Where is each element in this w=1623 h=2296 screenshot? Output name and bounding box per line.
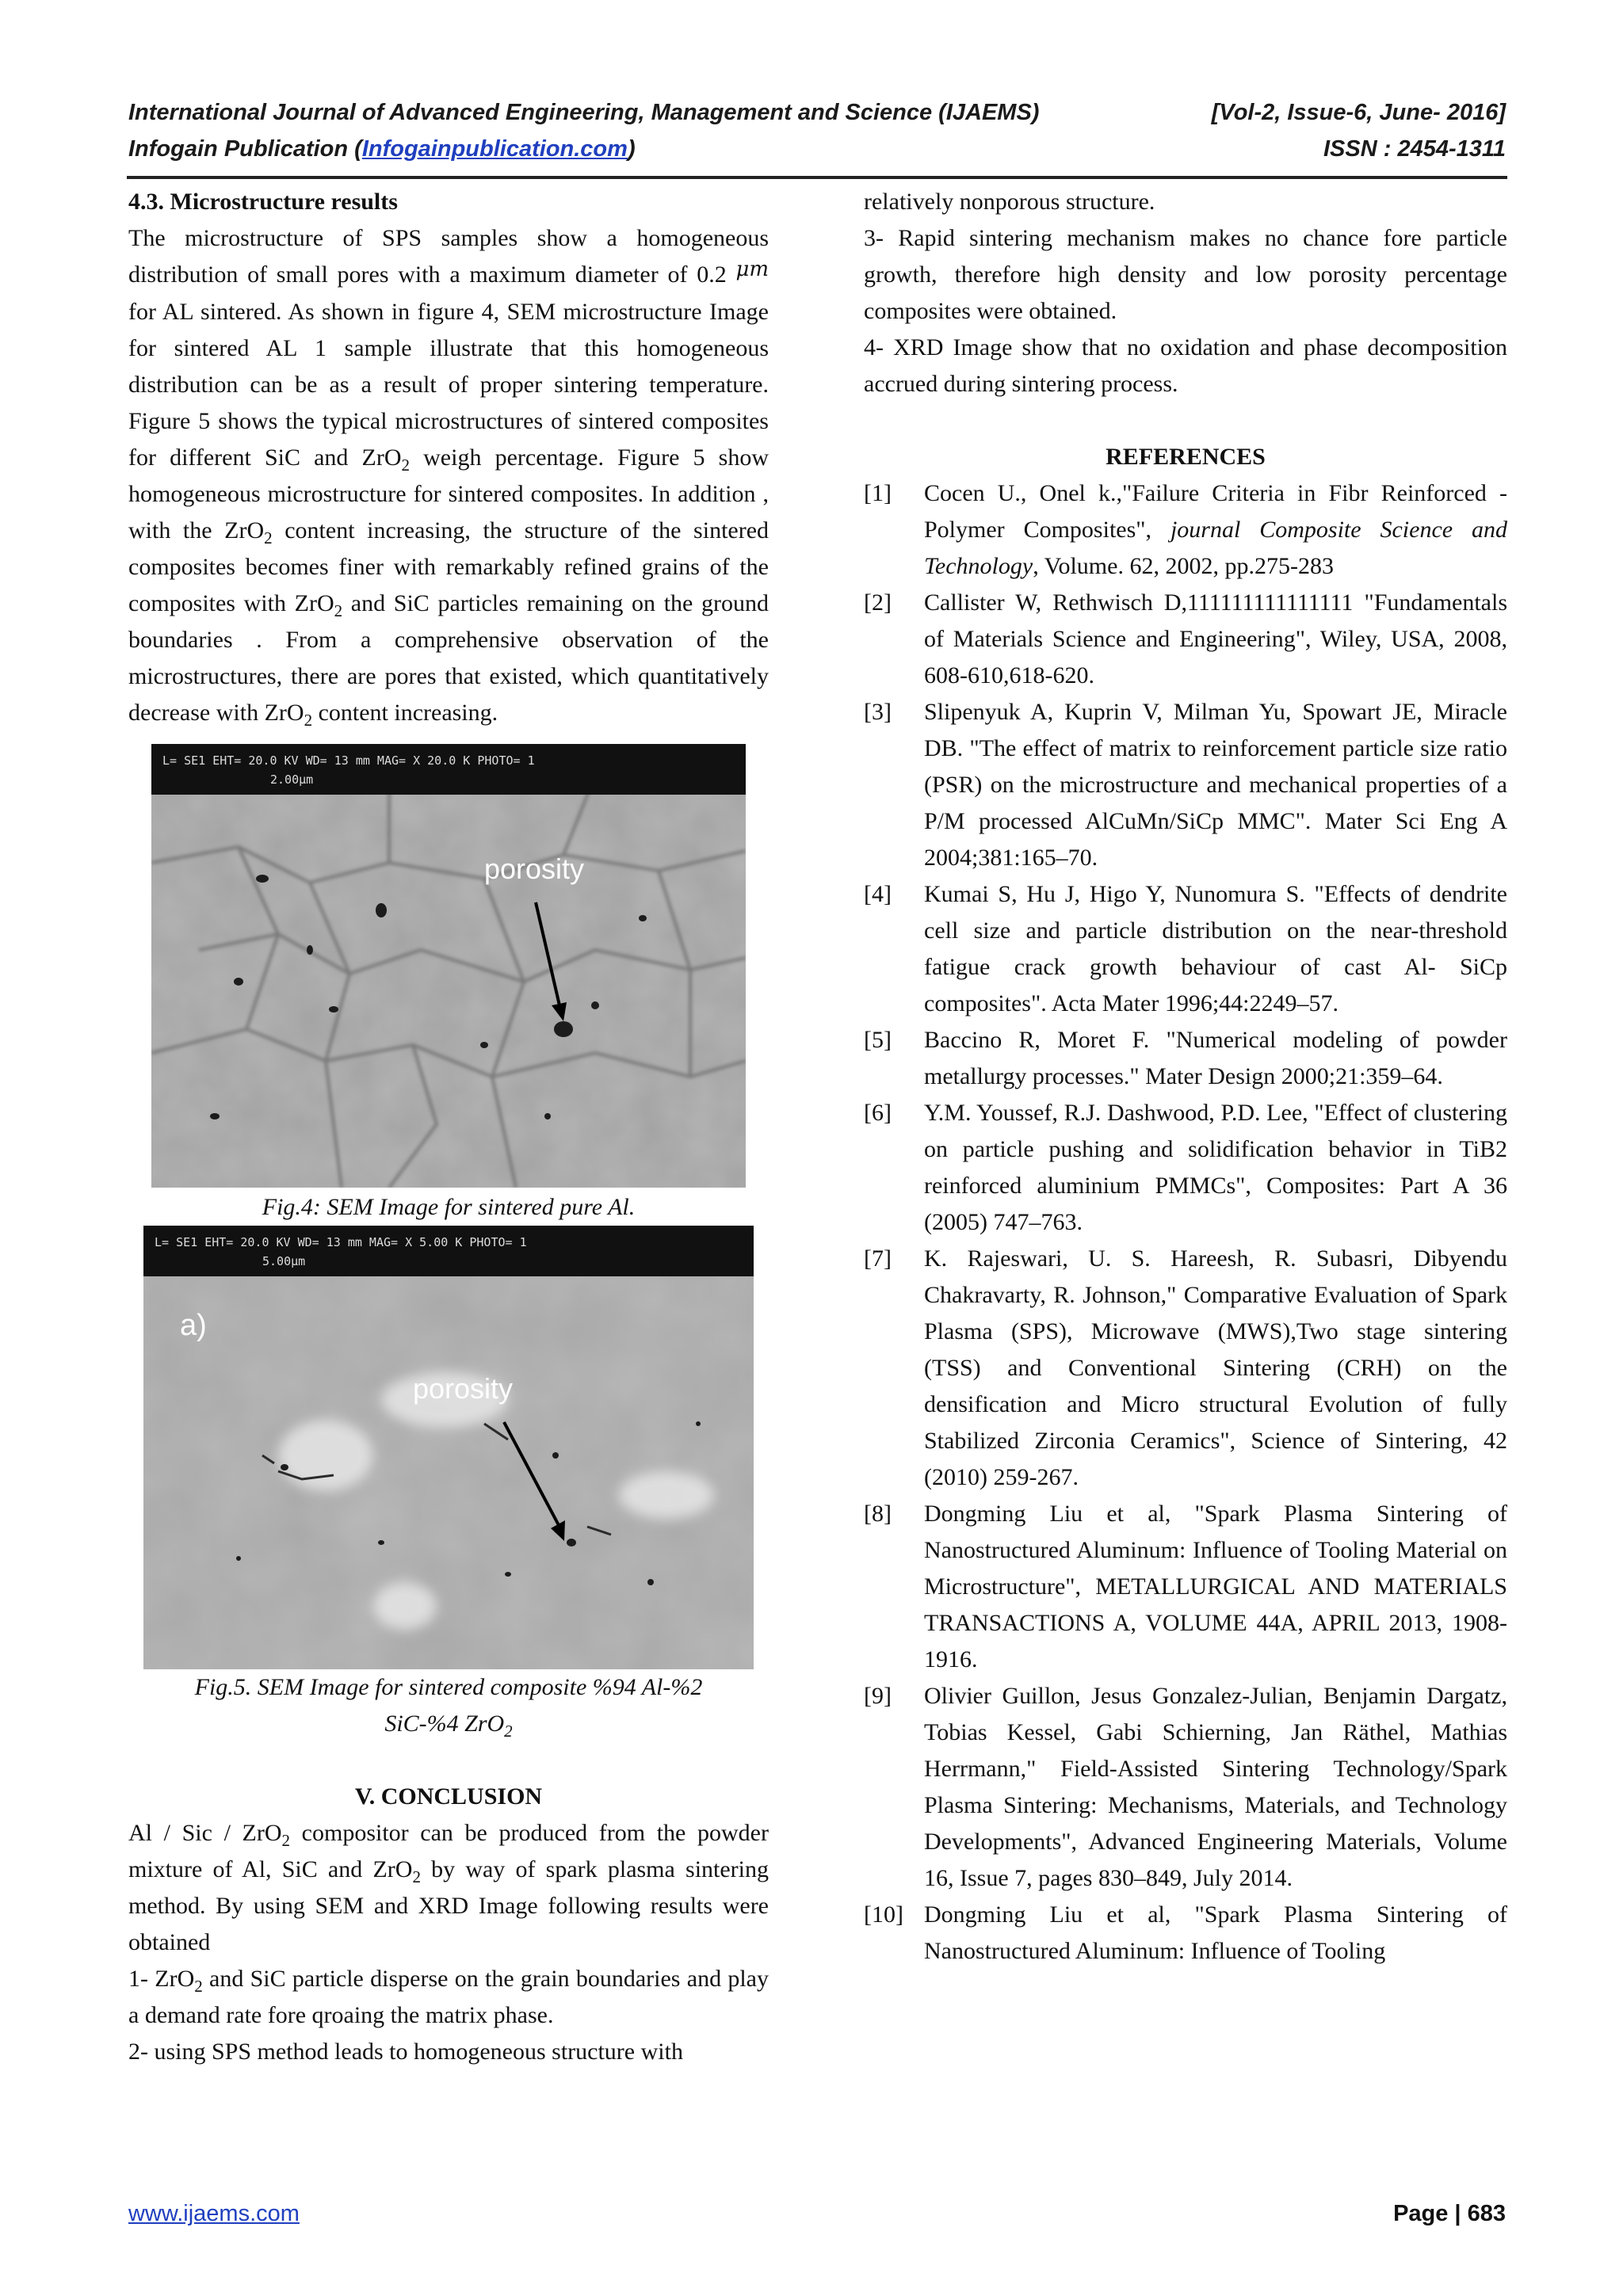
reference-10: [10] Dongming Liu et al, "Spark Plasma Sintering of Nanostructured Aluminum: Influence of Tooling	[864, 1901, 1507, 1964]
reference-8: [8] Dongming Liu et al, "Spark Plasma Sintering of Nanostructured Aluminum: Influence of Tooling Material on Microstructure", METALLURGICAL AND MATERIALS TRANSACTIONS A, VOLUME 44A, APRIL 2013, 1908-1916.	[864, 1501, 1507, 1672]
fig5-info-line1: L= SE1 EHT= 20.0 KV WD= 13 mm MAG= X 5.00 K PHOTO= 1	[155, 1235, 527, 1249]
publisher-prefix: Infogain Publication (	[128, 136, 362, 162]
issn: ISSN : 2454-1311	[1323, 136, 1506, 162]
publisher-link[interactable]: Infogainpublication.com	[361, 136, 628, 162]
journal-title: International Journal of Advanced Engineering, Management and Science (IJAEMS)	[128, 100, 1040, 125]
conclusion-item-4: 4- XRD Image show that no oxidation and phase decomposition accrued during sintering process.	[864, 334, 1507, 397]
conclusion-item-1: 1- ZrO$_2$ and SiC particle disperse on the grain boundaries and play a demand rate fore qroaing the matrix phase.	[128, 1966, 769, 2028]
figure-5-caption: Fig.5. SEM Image for sintered composite %94 Al-%2 SiC-%4 ZrO$_2$	[194, 1674, 703, 1741]
header-rule	[127, 176, 1507, 179]
reference-2: [2] Callister W, Rethwisch D,111111111111111 "Fundamentals of Materials Science and Engineering", Wiley, USA, 2008, 608-610,618-620.	[864, 589, 1507, 688]
fig5-info-line2: 5.00μm	[262, 1254, 306, 1268]
micrometer-unit: μm	[735, 257, 769, 281]
reference-9: [9] Olivier Guillon, Jesus Gonzalez-Julian, Benjamin Dargatz, Tobias Kessel, Gabi Schierning, Jan Räthel, Mathias Herrmann," Field-Assisted Sintering Technology/Spark Plasma Sintering: Mechanisms, Materials, and Technology Developments", Advanced Engineering Materials, Volume 16, Issue 7, pages 830–849, July 2014.	[864, 1683, 1507, 1891]
sem-image-composite	[143, 1226, 754, 1669]
references-title: REFERENCES	[1106, 444, 1266, 470]
figure-4-caption: Fig.4: SEM Image for sintered pure Al.	[262, 1194, 636, 1220]
running-header-line1	[128, 100, 1506, 126]
figure-5	[143, 1226, 754, 1669]
reference-list	[864, 475, 1507, 1970]
right-column	[864, 184, 1507, 1970]
reference-6: [6] Y.M. Youssef, R.J. Dashwood, P.D. Lee, "Effect of clustering on particle pushing and solidification behavior in TiB2 reinforced aluminium PMMCs", Composites: Part A 36 (2005) 747–763.	[864, 1100, 1507, 1235]
left-column	[128, 184, 769, 2070]
reference-7: [7] K. Rajeswari, U. S. Hareesh, R. Subasri, Dibyendu Chakravarty, R. Johnson," Comparative Evaluation of Spark Plasma (SPS), Microwave (MWS),Two stage sintering (TSS) and Conventional Sintering (CRH) on the densification and Micro structural Evolution of fully Stabilized Zirconia Ceramics", Science of Sintering, 42 (2010) 259-267.	[864, 1245, 1507, 1490]
website-link[interactable]: www.ijaems.com	[128, 2201, 300, 2226]
conclusion-item-3: 3- Rapid sintering mechanism makes no chance fore particle growth, therefore high density and low porosity percentage composites were obtained.	[864, 225, 1507, 324]
fig5-porosity-label: porosity	[413, 1372, 514, 1405]
volume-info: [Vol-2, Issue-6, June- 2016]	[1211, 100, 1506, 125]
fig5-panel-label: a)	[180, 1309, 207, 1342]
conclusion-intro: Al / Sic / ZrO$_2$ compositor can be produced from the powder mixture of Al, SiC and ZrO$_2$ by way of spark plasma sintering method. By using SEM and XRD Image following results were obtained	[128, 1820, 769, 1955]
section-title-conclusion: V. CONCLUSION	[354, 1783, 543, 1810]
reference-5: [5] Baccino R, Moret F. "Numerical modeling of powder metallurgy processes." Mater Design 2000;21:359–64.	[864, 1027, 1507, 1089]
fig4-porosity-label: porosity	[484, 852, 585, 885]
conclusion-item-2: 2- using SPS method leads to homogeneous structure with	[128, 2039, 683, 2065]
page-number: Page | 683	[1393, 2201, 1506, 2226]
fig4-info-line2: 2.00μm	[270, 772, 314, 787]
page-footer	[128, 2201, 1506, 2227]
conclusion-item-2-continued: relatively nonporous structure.	[864, 189, 1155, 215]
fig4-info-line1: L= SE1 EHT= 20.0 KV WD= 13 mm MAG= X 20.0 K PHOTO= 1	[162, 753, 535, 768]
figure-4	[151, 744, 746, 1188]
sem-image-pure-al	[151, 744, 746, 1188]
running-header-line2	[128, 136, 1506, 162]
publisher-suffix: )	[627, 136, 636, 162]
reference-4: [4] Kumai S, Hu J, Higo Y, Nunomura S. "Effects of dendrite cell size and particle distribution on the near-threshold fatigue crack growth behaviour of cast Al- SiCp composites". Acta Mater 1996;44:2249–57.	[864, 881, 1507, 1016]
reference-1: [1] Cocen U., Onel k.,"Failure Criteria in Fibr Reinforced - Polymer Composites", journal Composite Science and Technology, Volume. 62, 2002, pp.275-283	[864, 480, 1508, 579]
microstructure-paragraph: The microstructure of SPS samples show a homogeneous distribution of small pores with a maximum diameter of 0.2 μm for AL sintered. As shown in figure 4, SEM microstructure Image for sintered AL 1 sample illustrate that this homogeneous distribution can be as a result of proper sintering temperature. Figure 5 shows the typical microstructures of sintered composites for different SiC and ZrO$_2$ weigh percentage. Figure 5 show homogeneous microstructure for sintered composites. In addition , with the ZrO$_2$ content increasing, the structure of the sintered composites becomes finer with remarkably refined grains of the composites with ZrO$_2$ and SiC particles remaining on the ground boundaries . From a comprehensive observation of the microstructures, there are pores that existed, which quantitatively decrease with ZrO$_2$ content increasing.	[128, 225, 769, 730]
reference-3: [3] Slipenyuk A, Kuprin V, Milman Yu, Spowart JE, Miracle DB. "The effect of matrix to reinforcement particle size ratio (PSR) on the microstructure and mechanical properties of a P/M processed AlCuMn/SiCp MMC". Mater Sci Eng A 2004;381:165–70.	[864, 699, 1507, 871]
section-title-microstructure: 4.3. Microstructure results	[128, 189, 398, 215]
